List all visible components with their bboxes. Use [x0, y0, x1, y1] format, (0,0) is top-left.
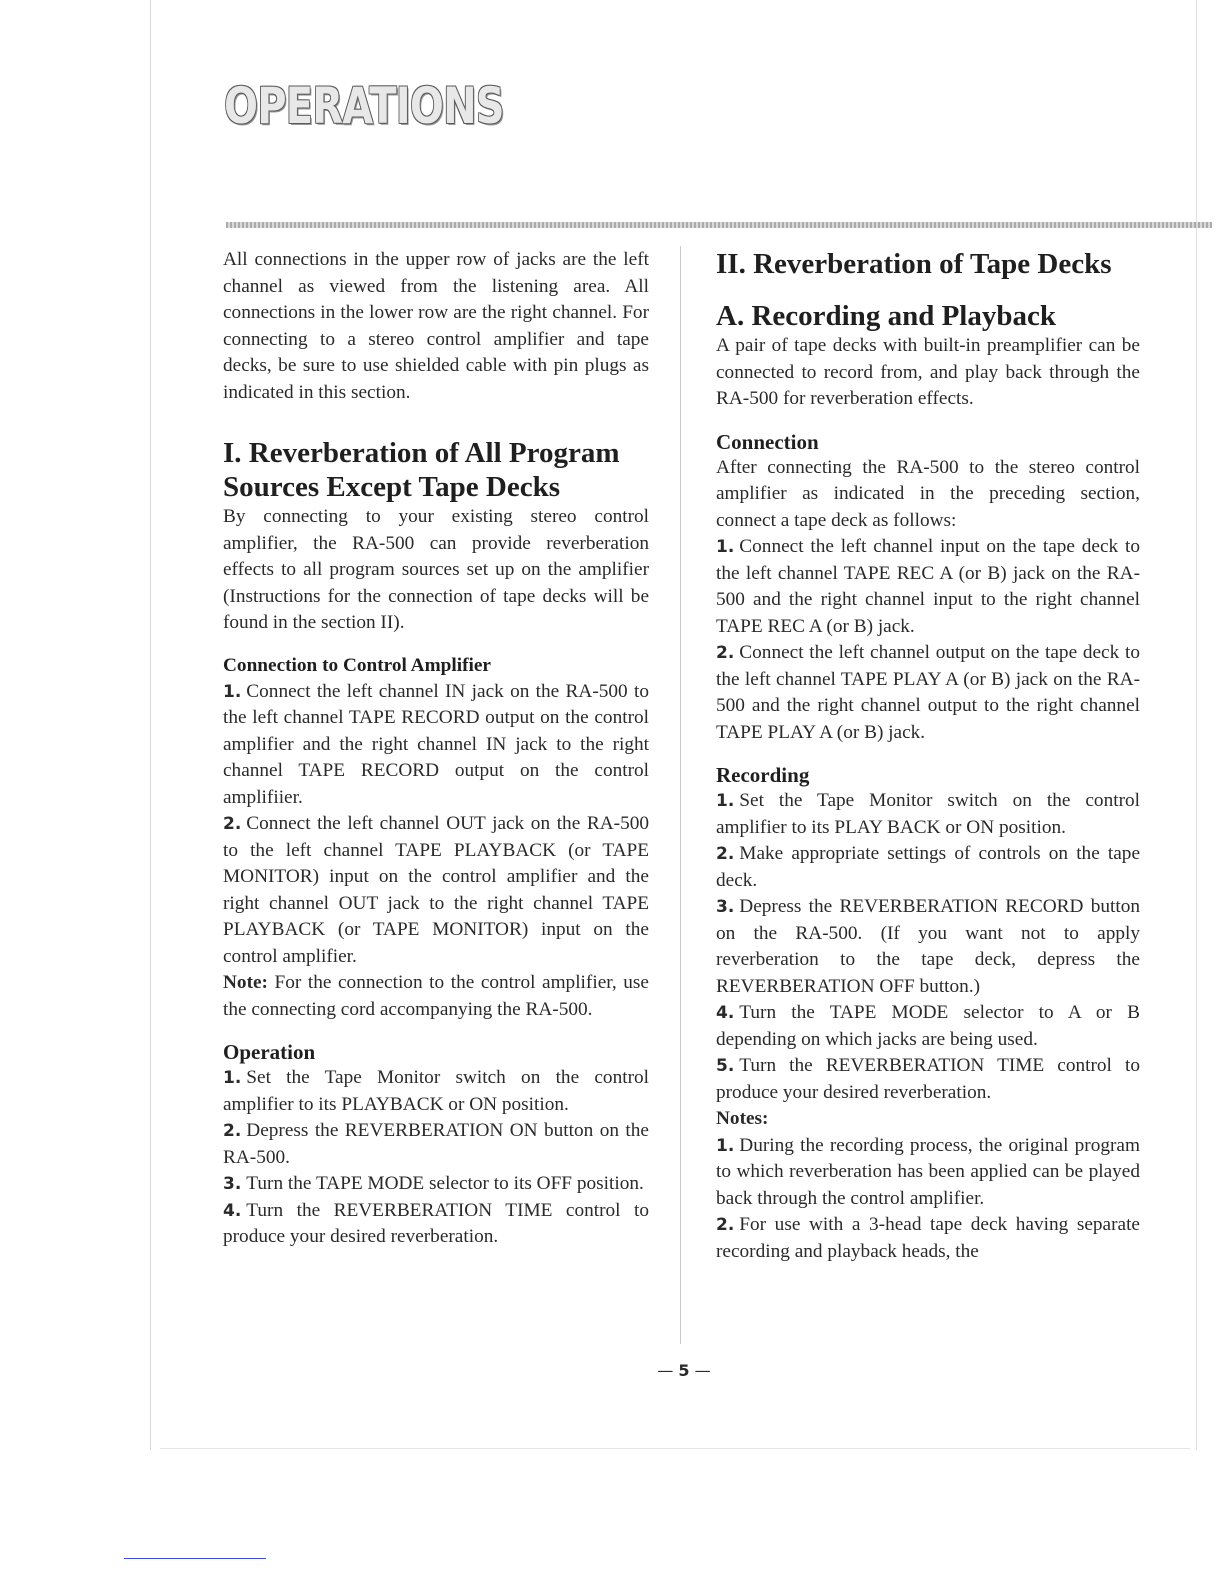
operation-step	[223, 1198, 649, 1251]
step-text: Turn the TAPE MODE selector to its OFF position.	[246, 1173, 644, 1194]
step-number: 1.	[716, 537, 735, 557]
subsection-a-body: A pair of tape decks with built-in preamplifier can be connected to record from, and play back through the RA-500 for reverberation effects.	[716, 335, 1140, 409]
step-text: Set the Tape Monitor switch on the control amplifier to its PLAY BACK or ON position.	[716, 790, 1140, 838]
step-number: 1.	[223, 681, 242, 702]
step-number: 2.	[223, 814, 242, 834]
tape-connection-step	[716, 534, 1140, 640]
step-number: 5.	[716, 1056, 735, 1076]
step-text: Turn the TAPE MODE selector to A or B depending on which jacks are being used.	[716, 1002, 1140, 1050]
step-text: Connect the left channel output on the tape deck to the left channel TAPE PLAY A (or B) jack on the RA-500 and the right channel output to the right channel TAPE PLAY A (or B) jack.	[716, 642, 1140, 743]
step-number: 3.	[223, 1174, 242, 1194]
intro-paragraph: All connections in the upper row of jacks are the left channel as viewed from the listening area. All connections in the lower row are the right channel. For connecting to a stereo control amplifier and tape decks, be sure to use shielded cable with pin plugs as indicated in this section.	[223, 249, 649, 403]
step-text: Depress the REVERBERATION RECORD button on the RA-500. (If you want not to apply reverberation to the tape deck, depress the REVERBERATION OFF button.)	[716, 896, 1140, 997]
column-divider	[680, 246, 681, 1344]
tape-connection-heading: Connection	[716, 429, 819, 454]
page-bottom-line	[160, 1448, 1190, 1449]
tape-connection-step	[716, 640, 1140, 746]
step-number: 4.	[716, 1003, 735, 1023]
note-text: For use with a 3-head tape deck having separate recording and playback heads, the	[716, 1214, 1140, 1262]
step-number: 4.	[223, 1200, 242, 1221]
note-number: 1.	[716, 1135, 735, 1156]
step-number: 2.	[716, 844, 735, 864]
subsection-a-heading: A. Recording and Playback	[716, 300, 1056, 332]
connection-step	[223, 811, 649, 970]
step-text: Connect the left channel IN jack on the RA-500 to the left channel TAPE RECORD output on the control amplifier and the right channel IN jack to the right channel TAPE RECORD output on the control amplifiier.	[223, 680, 649, 808]
tape-connection-intro: After connecting the RA-500 to the stereo control amplifier as indicated in the preceding section, connect a tape deck as follows:	[716, 456, 1140, 531]
step-text: Connect the left channel OUT jack on the RA-500 to the left channel TAPE PLAYBACK (or TAPE MONITOR) input on the control amplifier and the right channel OUT jack to the right channel TAPE PLAYBACK (or TAPE MONITOR) input on the control amplifier.	[223, 813, 649, 967]
recording-note	[716, 1212, 1140, 1265]
section-2-heading: II. Reverberation of Tape Decks	[716, 248, 1112, 280]
note-text: During the recording process, the original program to which reverberation has been applied can be played back through the control amplifier.	[716, 1134, 1140, 1209]
right-column	[716, 247, 1140, 1265]
step-text: Depress the REVERBERATION ON button on the RA-500.	[223, 1120, 649, 1168]
section-1-heading: I. Reverberation of All Program Sources Except Tape Decks	[223, 437, 620, 503]
step-text: Set the Tape Monitor switch on the control amplifier to its PLAYBACK or ON position.	[223, 1067, 649, 1115]
recording-step	[716, 1053, 1140, 1106]
step-number: 2.	[223, 1121, 242, 1141]
step-text: Turn the REVERBERATION TIME control to produce your desired reverberation.	[223, 1199, 649, 1247]
recording-heading: Recording	[716, 763, 810, 787]
operation-step	[223, 1118, 649, 1171]
page-title: OPERATIONS	[224, 77, 504, 135]
notes-label: Notes:	[716, 1108, 769, 1129]
step-text: Connect the left channel input on the tape deck to the left channel TAPE REC A (or B) jack on the RA-500 and the right channel input to the right channel TAPE REC A (or B) jack.	[716, 536, 1140, 637]
page-number-value: 5	[678, 1361, 690, 1380]
title-rule	[226, 222, 1212, 228]
operation-step	[223, 1065, 649, 1118]
recording-step	[716, 894, 1140, 1000]
step-number: 1.	[223, 1068, 242, 1088]
page-left-edge	[150, 0, 151, 1450]
note-text: For the connection to the control amplifier, use the connecting cord accompanying the RA-500.	[223, 972, 649, 1020]
step-text: Make appropriate settings of controls on the tape deck.	[716, 843, 1140, 891]
operation-heading: Operation	[223, 1040, 316, 1064]
connection-note	[223, 970, 649, 1023]
step-text: Turn the REVERBERATION TIME control to produce your desired reverberation.	[716, 1055, 1140, 1103]
note-label: Note:	[223, 972, 268, 993]
recording-step	[716, 788, 1140, 841]
operation-step	[223, 1171, 649, 1198]
section-1-body: By connecting to your existing stereo control amplifier, the RA-500 can provide reverberation effects to all program sources set up on the amplifier (Instructions for the connection of tape decks will be found in the section II).	[223, 506, 649, 633]
page-number: — 5 —	[657, 1361, 711, 1380]
left-column	[223, 247, 649, 1251]
link-underline	[124, 1558, 266, 1559]
page-right-edge	[1196, 0, 1197, 1450]
recording-step	[716, 1000, 1140, 1053]
step-number: 1.	[716, 791, 735, 811]
step-number: 3.	[716, 897, 735, 917]
step-number: 2.	[716, 643, 735, 663]
connection-step	[223, 679, 649, 812]
recording-note	[716, 1133, 1140, 1213]
connection-heading: Connection to Control Amplifier	[223, 654, 491, 676]
recording-step	[716, 841, 1140, 894]
note-number: 2.	[716, 1215, 735, 1235]
